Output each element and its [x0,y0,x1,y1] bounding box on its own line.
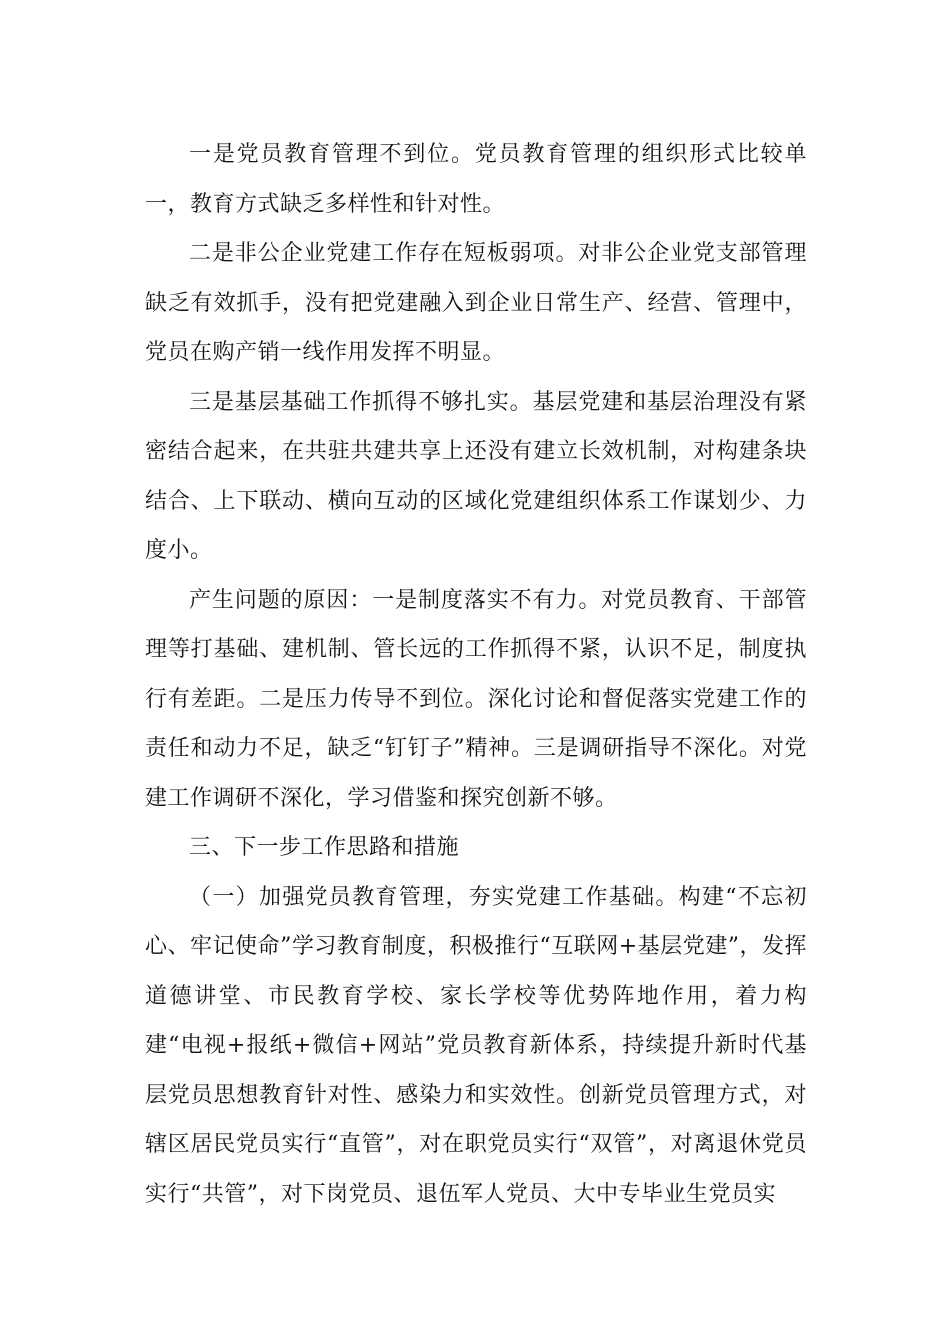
document-body [145,130,807,1219]
paragraph-grassroots-work: 三是基层基础工作抓得不够扎实。基层党建和基层治理没有紧密结合起来，在共驻共建共享上还没有建立长效机制，对构建条块结合、上下联动、横向互动的区域化党建组织体系工作谋划少、力度小。 [145,389,807,563]
paragraph-party-education: 一是党员教育管理不到位。党员教育管理的组织形式比较单一，教育方式缺乏多样性和针对性。 [145,142,807,217]
section-heading-next-steps: 三、下一步工作思路和措施 [189,835,460,860]
paragraph-non-public-enterprise: 二是非公企业党建工作存在短板弱项。对非公企业党支部管理缺乏有效抓手，没有把党建融入到企业日常生产、经营、管理中，党员在购产销一线作用发挥不明显。 [145,241,807,365]
paragraph-problem-causes: 产生问题的原因：一是制度落实不有力。对党员教育、干部管理等打基础、建机制、管长远的工作抓得不紧，认识不足，制度执行有差距。二是压力传导不到位。深化讨论和督促落实党建工作的责任和动力不足，缺乏“钉钉子”精神。三是调研指导不深化。对党建工作调研不深化，学习借鉴和探究创新不够。 [145,587,807,811]
paragraph-measure-one: （一）加强党员教育管理，夯实党建工作基础。构建“不忘初心、牢记使命”学习教育制度，积极推行“互联网+基层党建”，发挥道德讲堂、市民教育学校、家长学校等优势阵地作用，着力构建“电视+报纸+微信+网站”党员教育新体系，持续提升新时代基层党员思想教育针对性、感染力和实效性。创新党员管理方式，对辖区居民党员实行“直管”，对在职党员实行“双管”，对离退休党员实行“共管”，对下岗党员、退伍军人党员、大中专毕业生党员实 [145,884,807,1207]
